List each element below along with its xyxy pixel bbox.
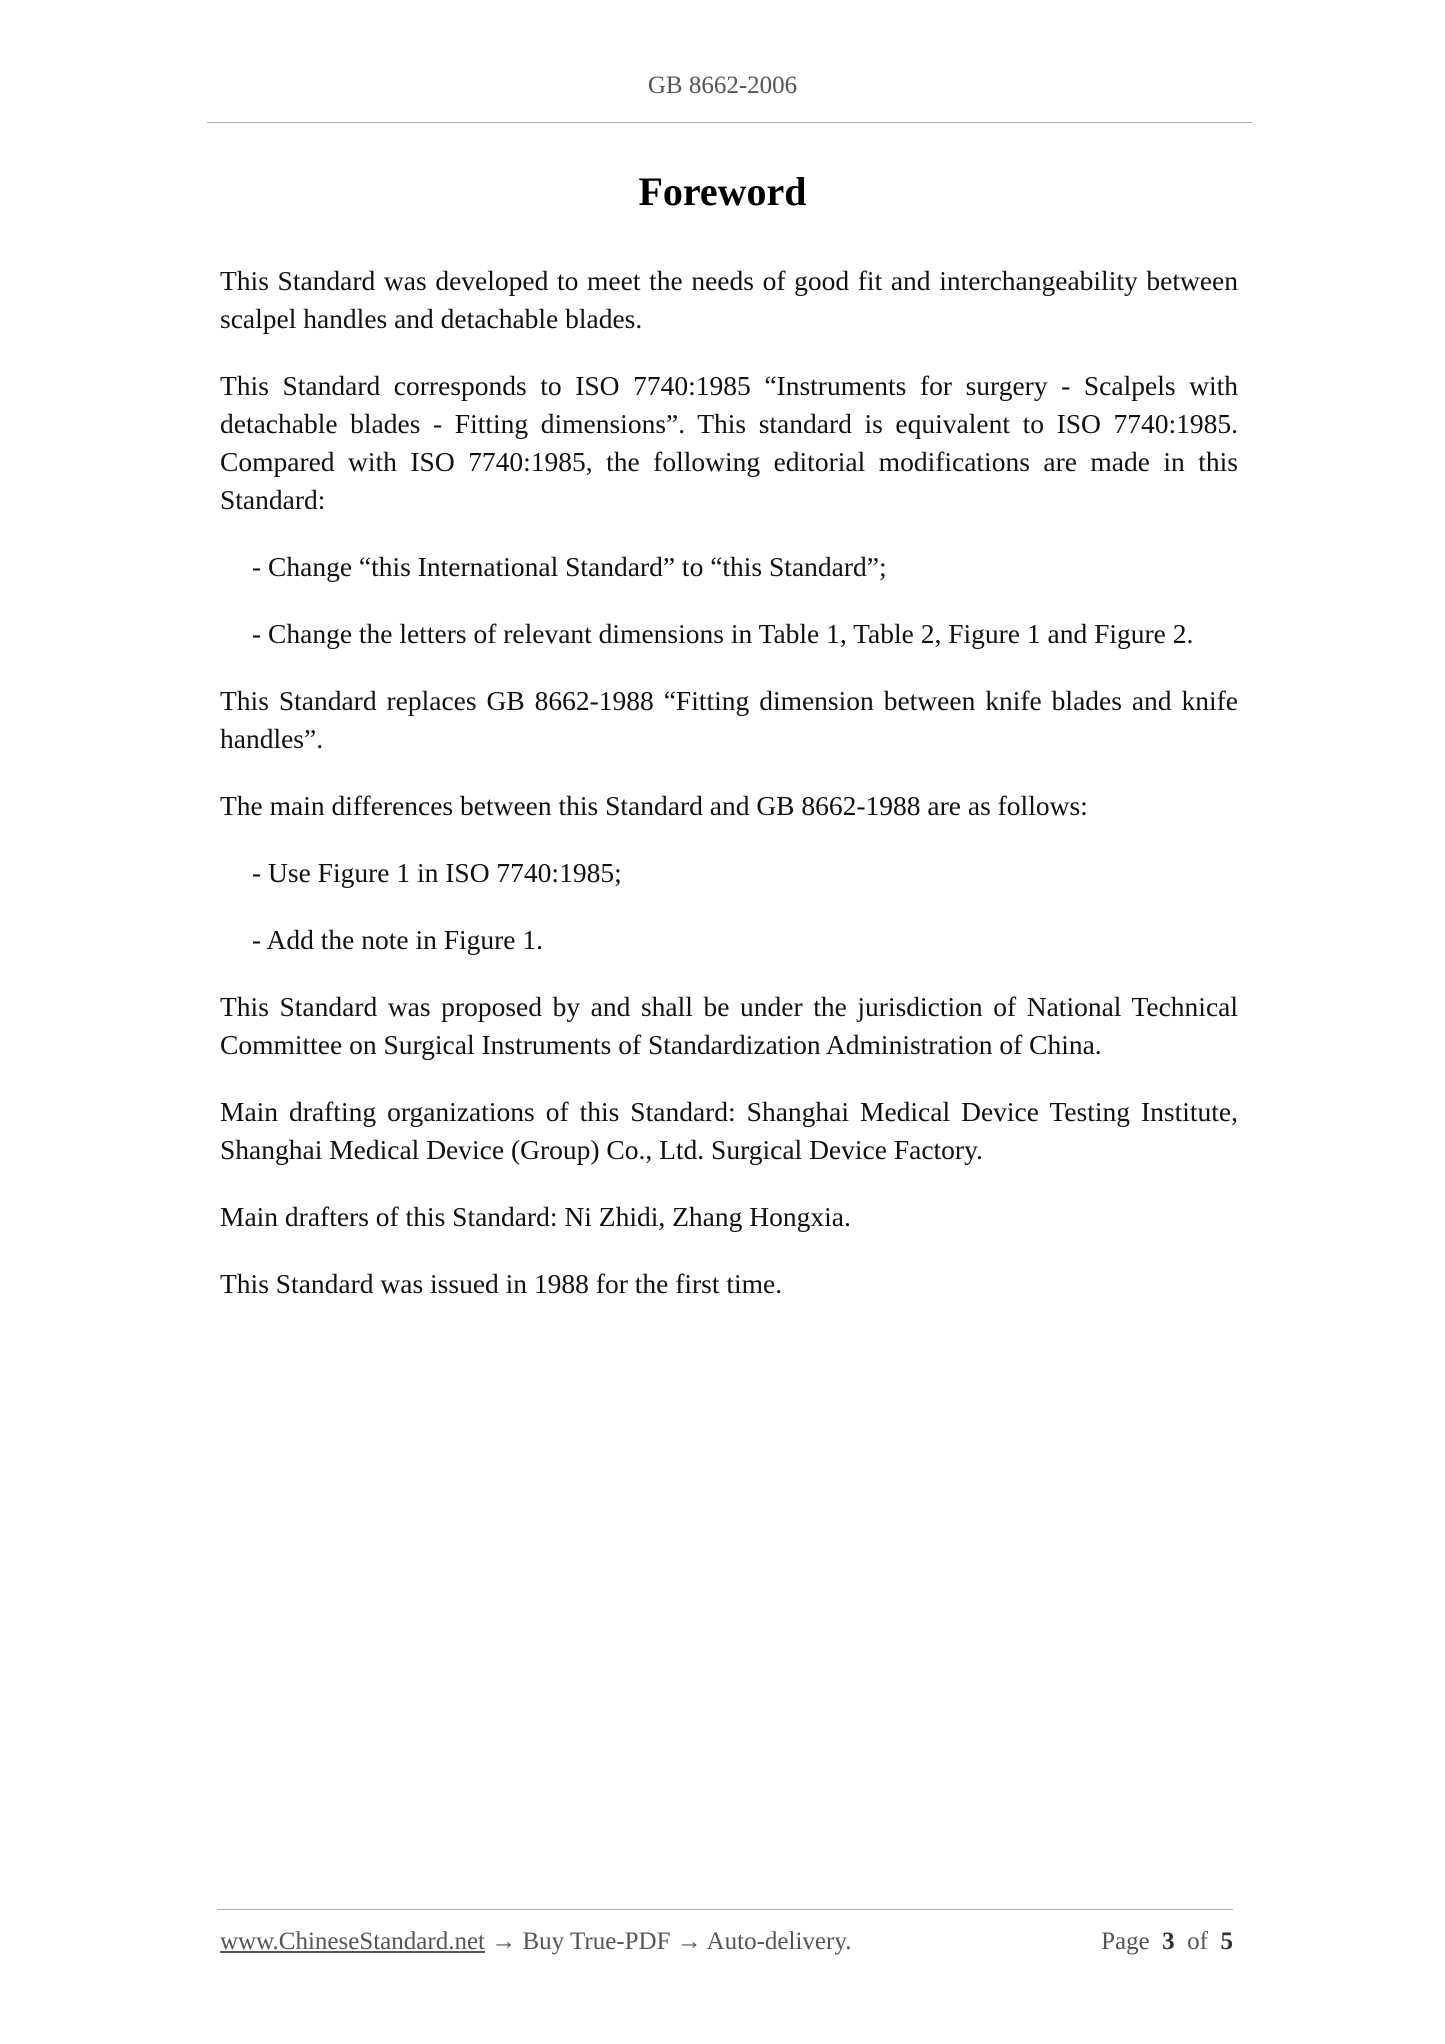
list-item: - Change the letters of relevant dimensions in Table 1, Table 2, Figure 1 and Figure 2. bbox=[252, 618, 1194, 649]
page-header-title: GB 8662-2006 bbox=[647, 72, 798, 99]
page-total: 5 bbox=[1220, 1928, 1233, 1955]
page-number bbox=[1101, 1928, 1233, 1956]
page-title: Foreword bbox=[638, 169, 807, 214]
of-label: of bbox=[1187, 1928, 1208, 1955]
paragraph: Main drafting organizations of this Standard: Shanghai Medical Device Testing Institute, Shanghai Medical Device (Group) Co., Ltd. Surgical Device Factory. bbox=[220, 1096, 1238, 1165]
page-current: 3 bbox=[1162, 1928, 1175, 1955]
delivery-text: Auto-delivery. bbox=[706, 1928, 852, 1955]
paragraph: This Standard was issued in 1988 for the first time. bbox=[220, 1268, 783, 1299]
arrow-right-icon: → bbox=[491, 1928, 517, 1955]
list-item: - Add the note in Figure 1. bbox=[252, 924, 544, 955]
footer-promo bbox=[220, 1928, 851, 1956]
paragraph: This Standard replaces GB 8662-1988 “Fitting dimension between knife blades and knife handles”. bbox=[220, 685, 1238, 754]
paragraph: This Standard corresponds to ISO 7740:1985 “Instruments for surgery - Scalpels with detachable blades - Fitting dimensions”. This standard is equivalent to ISO 7740:1985. Compared with ISO 7740:1985, the following editorial modifications are made in this Standard: bbox=[220, 370, 1238, 515]
list-item: - Change “this International Standard” to “this Standard”; bbox=[252, 551, 887, 582]
paragraph: This Standard was developed to meet the needs of good fit and interchangeability between scalpel handles and detachable blades. bbox=[220, 265, 1238, 334]
paragraph: The main differences between this Standard and GB 8662-1988 are as follows: bbox=[220, 790, 1088, 821]
paragraph: Main drafters of this Standard: Ni Zhidi, Zhang Hongxia. bbox=[220, 1201, 851, 1232]
page-label: Page bbox=[1101, 1928, 1150, 1955]
footer-divider bbox=[217, 1909, 1233, 1910]
paragraph: This Standard was proposed by and shall be under the jurisdiction of National Technical Committee on Surgical Instruments of Standardization Administration of China. bbox=[220, 991, 1238, 1060]
buy-pdf-text: Buy True-PDF bbox=[522, 1928, 671, 1955]
website-link[interactable]: www.ChineseStandard.net bbox=[220, 1928, 485, 1955]
arrow-right-icon: → bbox=[676, 1928, 702, 1955]
list-item: - Use Figure 1 in ISO 7740:1985; bbox=[252, 857, 622, 888]
document-body bbox=[220, 262, 1238, 1332]
header-divider bbox=[207, 122, 1252, 123]
